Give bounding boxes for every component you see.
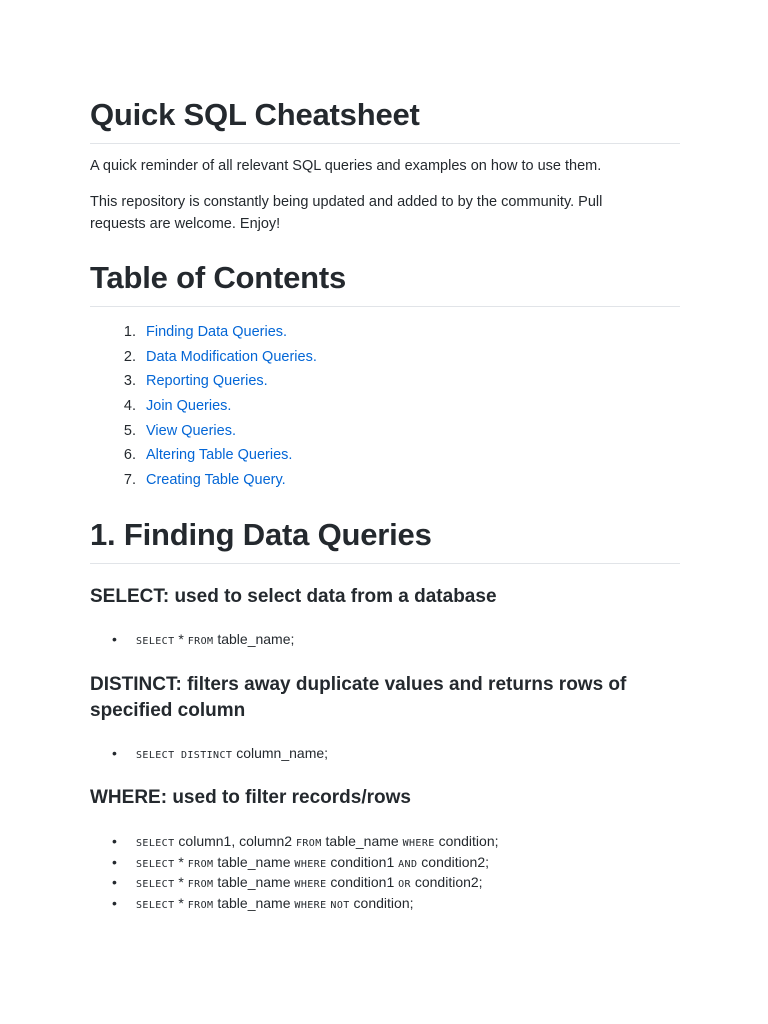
sql-keyword: SELECT [136,636,175,647]
sql-keyword: SELECT [136,838,175,849]
code-text: column1, column2 [174,833,296,849]
toc-list [90,320,317,493]
toc-number: 4. [123,398,136,415]
code-text: condition; [349,894,414,911]
page-title: Quick SQL Cheatsheet [90,96,680,144]
toc-item [90,320,317,345]
sql-keyword: WHERE [294,858,327,870]
sql-keyword: SELECT [136,858,175,870]
toc-item [90,419,317,444]
sql-keyword: WHERE [294,899,327,911]
code-text: condition1 [326,874,399,890]
sql-keyword: FROM [295,838,322,849]
toc-number: 1. [123,324,136,340]
toc-link-reporting[interactable]: Reporting Queries. [146,373,268,390]
code-text: table_name [213,874,295,890]
intro-paragraph: This repository is constantly being updated and added to by the community. Pull requests are welcome. Enjoy! [90,194,603,232]
bullet-icon: • [112,745,117,761]
code-text: * [174,894,188,911]
code-list-item [90,629,294,650]
code-text: condition; [434,833,499,849]
sql-keyword: FROM [187,858,214,870]
bullet-icon: • [112,631,117,647]
code-text: * [174,874,188,890]
toc-number: 3. [123,373,136,390]
sql-keyword: FROM [187,899,214,911]
code-text: condition2; [410,874,483,890]
bullet-icon: • [112,874,117,890]
sql-keyword: AND [398,858,418,870]
toc-item [90,443,317,468]
sql-keyword: FROM [187,879,214,890]
toc-item [90,468,317,493]
toc-link-creating-table[interactable]: Creating Table Query. [146,472,286,489]
toc-item [90,345,317,370]
bullet-icon: • [112,833,117,849]
code-text: * [174,853,188,870]
subsection-heading-where: WHERE: used to filter records/rows [90,787,411,808]
toc-item [90,394,317,419]
toc-number: 6. [123,447,136,464]
subsection-heading-distinct: DISTINCT: filters away duplicate values and returns rows of specified column [90,674,627,722]
code-list-item [90,743,328,764]
toc-number: 7. [123,472,136,489]
toc-number: 2. [123,348,136,365]
toc-link-altering-table[interactable]: Altering Table Queries. [146,447,293,464]
subsection-heading-select: SELECT: used to select data from a database [90,586,497,607]
code-text: column_name; [232,745,329,761]
code-list-item [90,893,499,914]
toc-number: 5. [123,422,136,439]
code-list [90,743,328,764]
sql-keyword: SELECT [136,879,175,890]
sql-keyword: OR [398,879,411,890]
code-text: table_name [321,833,403,849]
section-heading: 1. Finding Data Queries [90,516,680,564]
code-list [90,629,294,650]
code-text: table_name; [213,631,295,647]
code-list [90,831,499,913]
toc-link-data-modification[interactable]: Data Modification Queries. [146,348,317,365]
sql-keyword: SELECT DISTINCT [136,750,233,761]
toc-link-finding-data[interactable]: Finding Data Queries. [146,324,288,340]
sql-keyword: SELECT [136,899,175,911]
bullet-icon: • [112,853,117,870]
bullet-icon: • [112,894,117,911]
code-list-item [90,872,499,893]
toc-item [90,369,317,394]
code-text: table_name [213,894,295,911]
sql-keyword: FROM [187,636,214,647]
sql-keyword: NOT [330,899,350,911]
toc-link-view[interactable]: View Queries. [146,422,236,439]
code-text: condition2; [417,853,489,870]
toc-heading: Table of Contents [90,259,680,307]
code-text: condition1 [326,853,399,870]
toc-link-join[interactable]: Join Queries. [146,398,232,415]
intro-paragraph: A quick reminder of all relevant SQL queries and examples on how to use them. [90,158,602,174]
code-list-item [90,831,499,852]
sql-keyword: WHERE [402,838,435,849]
sql-keyword: WHERE [294,879,327,890]
code-text: table_name [213,853,295,870]
code-text: * [174,631,188,647]
code-list-item [90,852,499,873]
